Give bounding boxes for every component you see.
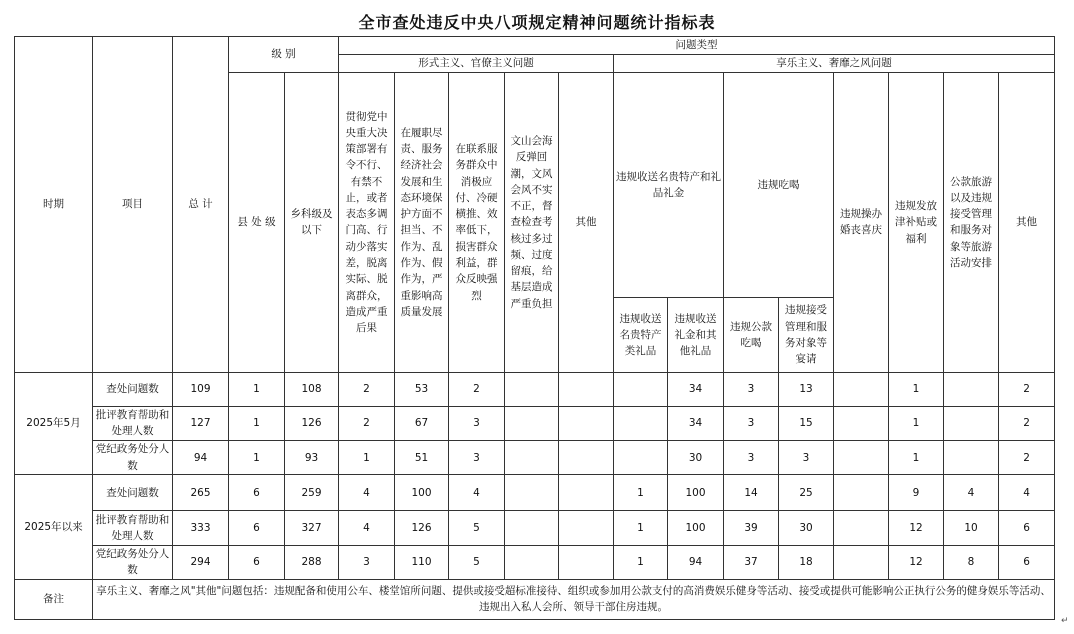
value-cell: 53	[395, 372, 449, 406]
value-cell	[614, 406, 668, 440]
value-cell: 5	[449, 545, 505, 579]
value-cell: 15	[779, 406, 834, 440]
value-cell: 30	[668, 441, 724, 475]
period-cell: 2025年以来	[15, 475, 93, 580]
value-cell: 2	[999, 406, 1055, 440]
value-cell: 6	[229, 511, 285, 545]
value-cell: 2	[339, 372, 395, 406]
header-eating-2: 违规接受管理和服务对象等宴请	[779, 298, 834, 372]
value-cell: 1	[614, 475, 668, 511]
value-cell	[559, 511, 614, 545]
value-cell: 6	[229, 545, 285, 579]
value-cell: 6	[999, 545, 1055, 579]
value-cell: 6	[999, 511, 1055, 545]
value-cell: 2	[999, 441, 1055, 475]
item-cell: 批评教育帮助和处理人数	[93, 511, 173, 545]
value-cell: 126	[395, 511, 449, 545]
value-cell: 3	[449, 406, 505, 440]
header-wedding: 违规操办婚丧喜庆	[834, 73, 889, 373]
value-cell: 39	[724, 511, 779, 545]
value-cell: 67	[395, 406, 449, 440]
value-cell: 93	[285, 441, 339, 475]
value-cell: 4	[339, 475, 395, 511]
value-cell: 127	[173, 406, 229, 440]
value-cell	[559, 372, 614, 406]
value-cell: 110	[395, 545, 449, 579]
value-cell	[505, 475, 559, 511]
header-formalism-other: 其他	[559, 73, 614, 373]
header-subsidy: 违规发放津补贴或福利	[889, 73, 944, 373]
value-cell	[944, 406, 999, 440]
value-cell	[505, 372, 559, 406]
value-cell: 1	[229, 441, 285, 475]
page-title: 全市查处违反中央八项规定精神问题统计指标表	[358, 13, 716, 32]
note-text: 享乐主义、奢靡之风"其他"问题包括：违规配备和使用公车、楼堂馆所问题、提供或接受超标准接待、组织或参加用公款支付的高消费娱乐健身等活动、接受或提供可能影响公正执行公务的健身娱乐等活动、违规出入私人会所、领导干部住房违规。	[93, 579, 1055, 619]
data-body	[15, 372, 1055, 579]
value-cell: 37	[724, 545, 779, 579]
header-level: 级 别	[229, 37, 339, 73]
table-row	[15, 406, 1055, 440]
header-eating-1: 违规公款吃喝	[724, 298, 779, 372]
header-problem-type: 问题类型	[339, 37, 1055, 55]
value-cell	[505, 441, 559, 475]
value-cell	[614, 441, 668, 475]
value-cell	[559, 545, 614, 579]
header-total: 总 计	[173, 37, 229, 373]
item-cell: 查处问题数	[93, 475, 173, 511]
value-cell: 30	[779, 511, 834, 545]
value-cell: 5	[449, 511, 505, 545]
header-formalism-group: 形式主义、官僚主义问题	[339, 55, 614, 73]
header-formalism-4: 文山会海反弹回潮，文风会风不实不正，督查检查考核过多过频、过度留痕，给基层造成严重负担	[505, 73, 559, 373]
value-cell: 14	[724, 475, 779, 511]
value-cell: 3	[779, 441, 834, 475]
value-cell	[505, 545, 559, 579]
value-cell: 34	[668, 372, 724, 406]
value-cell: 3	[724, 441, 779, 475]
header-county-level: 县 处 级	[229, 73, 285, 373]
value-cell: 3	[724, 372, 779, 406]
value-cell: 3	[724, 406, 779, 440]
value-cell: 288	[285, 545, 339, 579]
header-gift-group: 违规收送名贵特产和礼品礼金	[614, 73, 724, 298]
item-cell: 党纪政务处分人数	[93, 545, 173, 579]
value-cell: 1	[889, 372, 944, 406]
value-cell: 109	[173, 372, 229, 406]
value-cell	[834, 406, 889, 440]
item-cell: 党纪政务处分人数	[93, 441, 173, 475]
value-cell: 2	[339, 406, 395, 440]
paragraph-mark: ↵	[1061, 616, 1069, 626]
value-cell: 12	[889, 545, 944, 579]
value-cell: 100	[668, 511, 724, 545]
header-travel: 公款旅游以及违规接受管理和服务对象等旅游活动安排	[944, 73, 999, 373]
value-cell: 8	[944, 545, 999, 579]
value-cell: 1	[614, 511, 668, 545]
value-cell: 1	[889, 406, 944, 440]
value-cell: 1	[229, 372, 285, 406]
statistics-table	[14, 36, 1055, 620]
value-cell: 13	[779, 372, 834, 406]
value-cell: 2	[449, 372, 505, 406]
value-cell: 1	[339, 441, 395, 475]
value-cell	[834, 441, 889, 475]
header-gift-2: 违规收送礼金和其他礼品	[668, 298, 724, 372]
table-row	[15, 441, 1055, 475]
table-row	[15, 511, 1055, 545]
header-formalism-3: 在联系服务群众中消极应付、冷硬横推、效率低下，损害群众利益，群众反映强烈	[449, 73, 505, 373]
value-cell	[834, 372, 889, 406]
table-row	[15, 545, 1055, 579]
value-cell	[614, 372, 668, 406]
value-cell	[944, 372, 999, 406]
value-cell: 3	[449, 441, 505, 475]
table-row	[15, 475, 1055, 511]
value-cell	[834, 475, 889, 511]
header-eating-group: 违规吃喝	[724, 73, 834, 298]
value-cell: 1	[889, 441, 944, 475]
value-cell: 100	[395, 475, 449, 511]
value-cell: 126	[285, 406, 339, 440]
value-cell: 4	[944, 475, 999, 511]
header-township-level: 乡科级及以下	[285, 73, 339, 373]
value-cell: 4	[999, 475, 1055, 511]
header-hedonism-group: 享乐主义、奢靡之风问题	[614, 55, 1055, 73]
value-cell	[834, 511, 889, 545]
item-cell: 批评教育帮助和处理人数	[93, 406, 173, 440]
value-cell: 94	[668, 545, 724, 579]
value-cell: 259	[285, 475, 339, 511]
value-cell: 18	[779, 545, 834, 579]
value-cell: 100	[668, 475, 724, 511]
value-cell	[505, 511, 559, 545]
value-cell: 1	[229, 406, 285, 440]
value-cell	[559, 441, 614, 475]
value-cell: 1	[614, 545, 668, 579]
value-cell: 10	[944, 511, 999, 545]
value-cell	[559, 406, 614, 440]
value-cell: 327	[285, 511, 339, 545]
value-cell	[505, 406, 559, 440]
value-cell: 6	[229, 475, 285, 511]
value-cell: 4	[339, 511, 395, 545]
value-cell	[559, 475, 614, 511]
header-period: 时期	[15, 37, 93, 373]
header-formalism-2: 在履职尽责、服务经济社会发展和生态环境保护方面不担当、不作为、乱作为、假作为，严重影响高质量发展	[395, 73, 449, 373]
value-cell	[944, 441, 999, 475]
table-row	[15, 372, 1055, 406]
value-cell: 25	[779, 475, 834, 511]
header-gift-1: 违规收送名贵特产类礼品	[614, 298, 668, 372]
value-cell: 34	[668, 406, 724, 440]
value-cell: 4	[449, 475, 505, 511]
item-cell: 查处问题数	[93, 372, 173, 406]
value-cell: 9	[889, 475, 944, 511]
value-cell	[834, 545, 889, 579]
value-cell: 2	[999, 372, 1055, 406]
value-cell: 94	[173, 441, 229, 475]
value-cell: 333	[173, 511, 229, 545]
value-cell: 12	[889, 511, 944, 545]
header-hedonism-other: 其他	[999, 73, 1055, 373]
note-label: 备注	[15, 579, 93, 619]
value-cell: 108	[285, 372, 339, 406]
value-cell: 3	[339, 545, 395, 579]
period-cell: 2025年5月	[15, 372, 93, 475]
header-formalism-1: 贯彻党中央重大决策部署有令不行、有禁不止，或者表态多调门高、行动少落实差，脱离实际、脱离群众，造成严重后果	[339, 73, 395, 373]
value-cell: 294	[173, 545, 229, 579]
value-cell: 265	[173, 475, 229, 511]
header-item: 项目	[93, 37, 173, 373]
value-cell: 51	[395, 441, 449, 475]
